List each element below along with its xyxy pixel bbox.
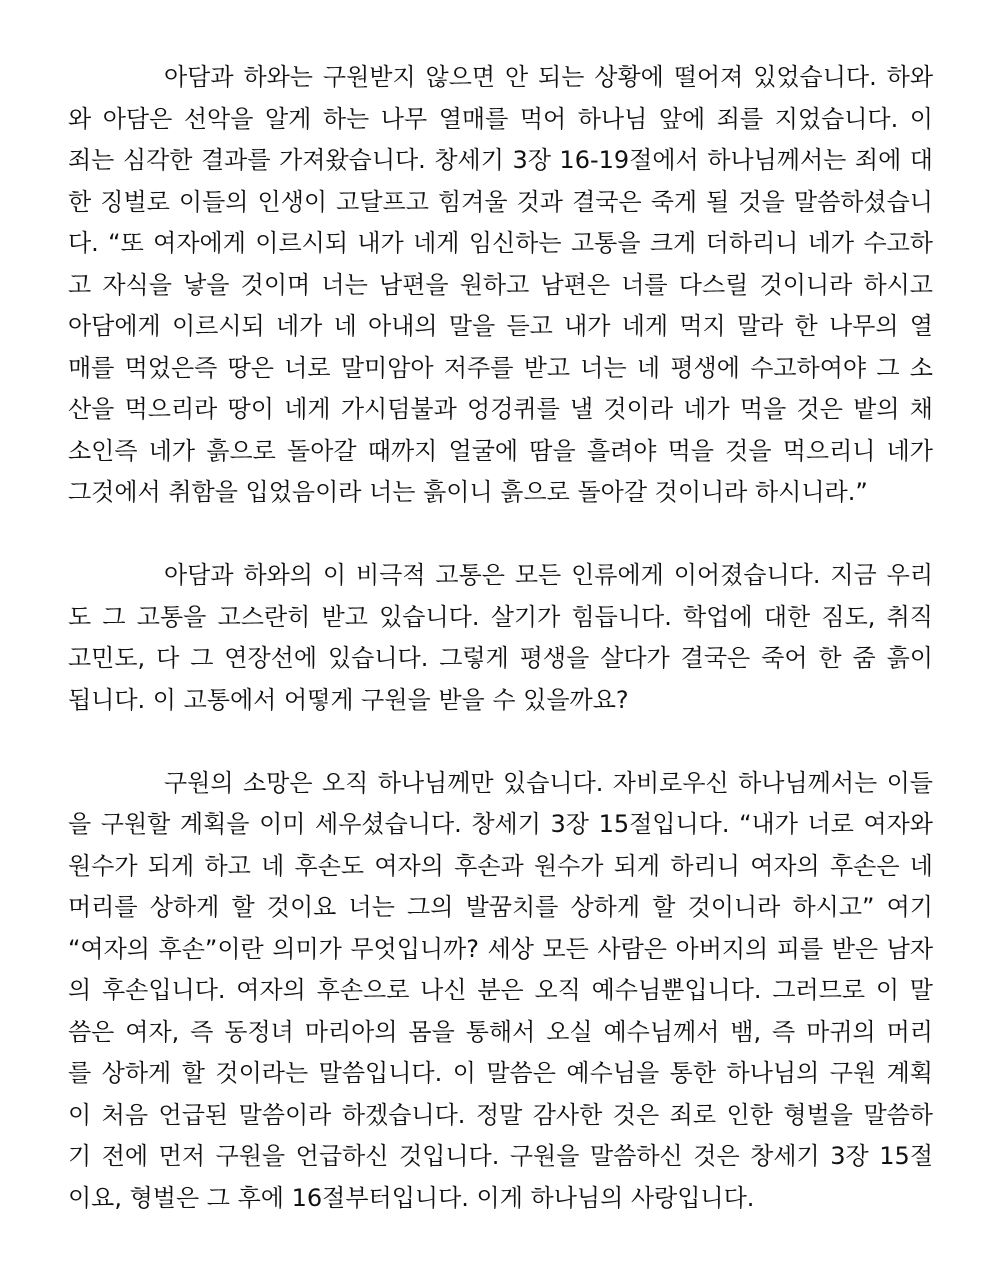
text-line: 고민도, 다 그 연장선에 있습니다. 그렇게 평생을 살다가 결국은 죽어 한 줌 흙이 — [68, 644, 933, 672]
text-line: 다. “또 여자에게 이르시되 내가 네게 임신하는 고통을 크게 더하리니 네가 수고하 — [68, 229, 933, 257]
text-line: 그것에서 취함을 입었음이라 너는 흙이니 흙으로 돌아갈 것이니라 하시니라.” — [68, 478, 868, 506]
text-line: 고 자식을 낳을 것이며 너는 남편을 원하고 남편은 너를 다스릴 것이니라 하시고 — [68, 270, 933, 299]
text-line: 이요, 형벌은 그 후에 16절부터입니다. 이게 하나님의 사랑입니다. — [68, 1183, 755, 1212]
text-line: 됩니다. 이 고통에서 어떻게 구원을 받을 수 있을까요? — [68, 685, 629, 714]
paragraph — [68, 555, 933, 721]
text-line: 매를 먹었은즉 땅은 너로 말미암아 저주를 받고 너는 네 평생에 수고하여야 그 소 — [68, 353, 933, 382]
text-line: 씀은 여자, 즉 동정녀 마리아의 몸을 통해서 오실 예수님께서 뱀, 즉 마귀의 머리 — [68, 1017, 933, 1046]
paragraph — [68, 763, 933, 1220]
text-line: 소인즉 네가 흙으로 돌아갈 때까지 얼굴에 땀을 흘려야 먹을 것을 먹으리니 네가 — [68, 436, 933, 465]
paragraph — [68, 57, 933, 514]
text-line: 아담과 하와는 구원받지 않으면 안 되는 상황에 떨어져 있었습니다. 하와 — [164, 63, 933, 91]
text-line: 아담과 하와의 이 비극적 고통은 모든 인류에게 이어졌습니다. 지금 우리 — [164, 561, 933, 589]
text-line: “여자의 후손”이란 의미가 무엇입니까? 세상 모든 사람은 아버지의 피를 받은 남자 — [68, 934, 933, 963]
paragraph-spacer — [68, 721, 933, 763]
text-line: 와 아담은 선악을 알게 하는 나무 열매를 먹어 하나님 앞에 죄를 지었습니다. 이 — [68, 104, 933, 133]
text-line: 죄는 심각한 결과를 가져왔습니다. 창세기 3장 16-19절에서 하나님께서는 죄에 대 — [68, 146, 933, 174]
document-body — [68, 57, 933, 1219]
paragraph-spacer — [68, 514, 933, 556]
text-line: 도 그 고통을 고스란히 받고 있습니다. 살기가 힘듭니다. 학업에 대한 짐도, 취직 — [68, 602, 933, 631]
text-line: 를 상하게 할 것이라는 말씀입니다. 이 말씀은 예수님을 통한 하나님의 구원 계획 — [68, 1059, 933, 1087]
text-line: 머리를 상하게 할 것이요 너는 그의 발꿈치를 상하게 할 것이니라 하시고” 여기 — [68, 893, 933, 921]
text-line: 을 구원할 계획을 이미 세우셨습니다. 창세기 3장 15절입니다. “내가 너로 여자와 — [68, 810, 933, 838]
text-line: 기 전에 먼저 구원을 언급하신 것입니다. 구원을 말씀하신 것은 창세기 3장 15절 — [68, 1142, 933, 1170]
text-line: 의 후손입니다. 여자의 후손으로 나신 분은 오직 예수님뿐입니다. 그러므로 이 말 — [68, 976, 933, 1004]
text-line: 아담에게 이르시되 네가 네 아내의 말을 듣고 내가 네게 먹지 말라 한 나무의 열 — [68, 312, 933, 340]
text-line: 구원의 소망은 오직 하나님께만 있습니다. 자비로우신 하나님께서는 이들 — [164, 768, 933, 797]
text-line: 산을 먹으리라 땅이 네게 가시덤불과 엉겅퀴를 낼 것이라 네가 먹을 것은 밭의 채 — [68, 395, 933, 423]
text-line: 한 징벌로 이들의 인생이 고달프고 힘겨울 것과 결국은 죽게 될 것을 말씀하셨습니 — [68, 187, 933, 216]
text-line: 이 처음 언급된 말씀이라 하겠습니다. 정말 감사한 것은 죄로 인한 형벌을 말씀하 — [68, 1100, 933, 1129]
text-line: 원수가 되게 하고 네 후손도 여자의 후손과 원수가 되게 하리니 여자의 후손은 네 — [68, 851, 933, 880]
